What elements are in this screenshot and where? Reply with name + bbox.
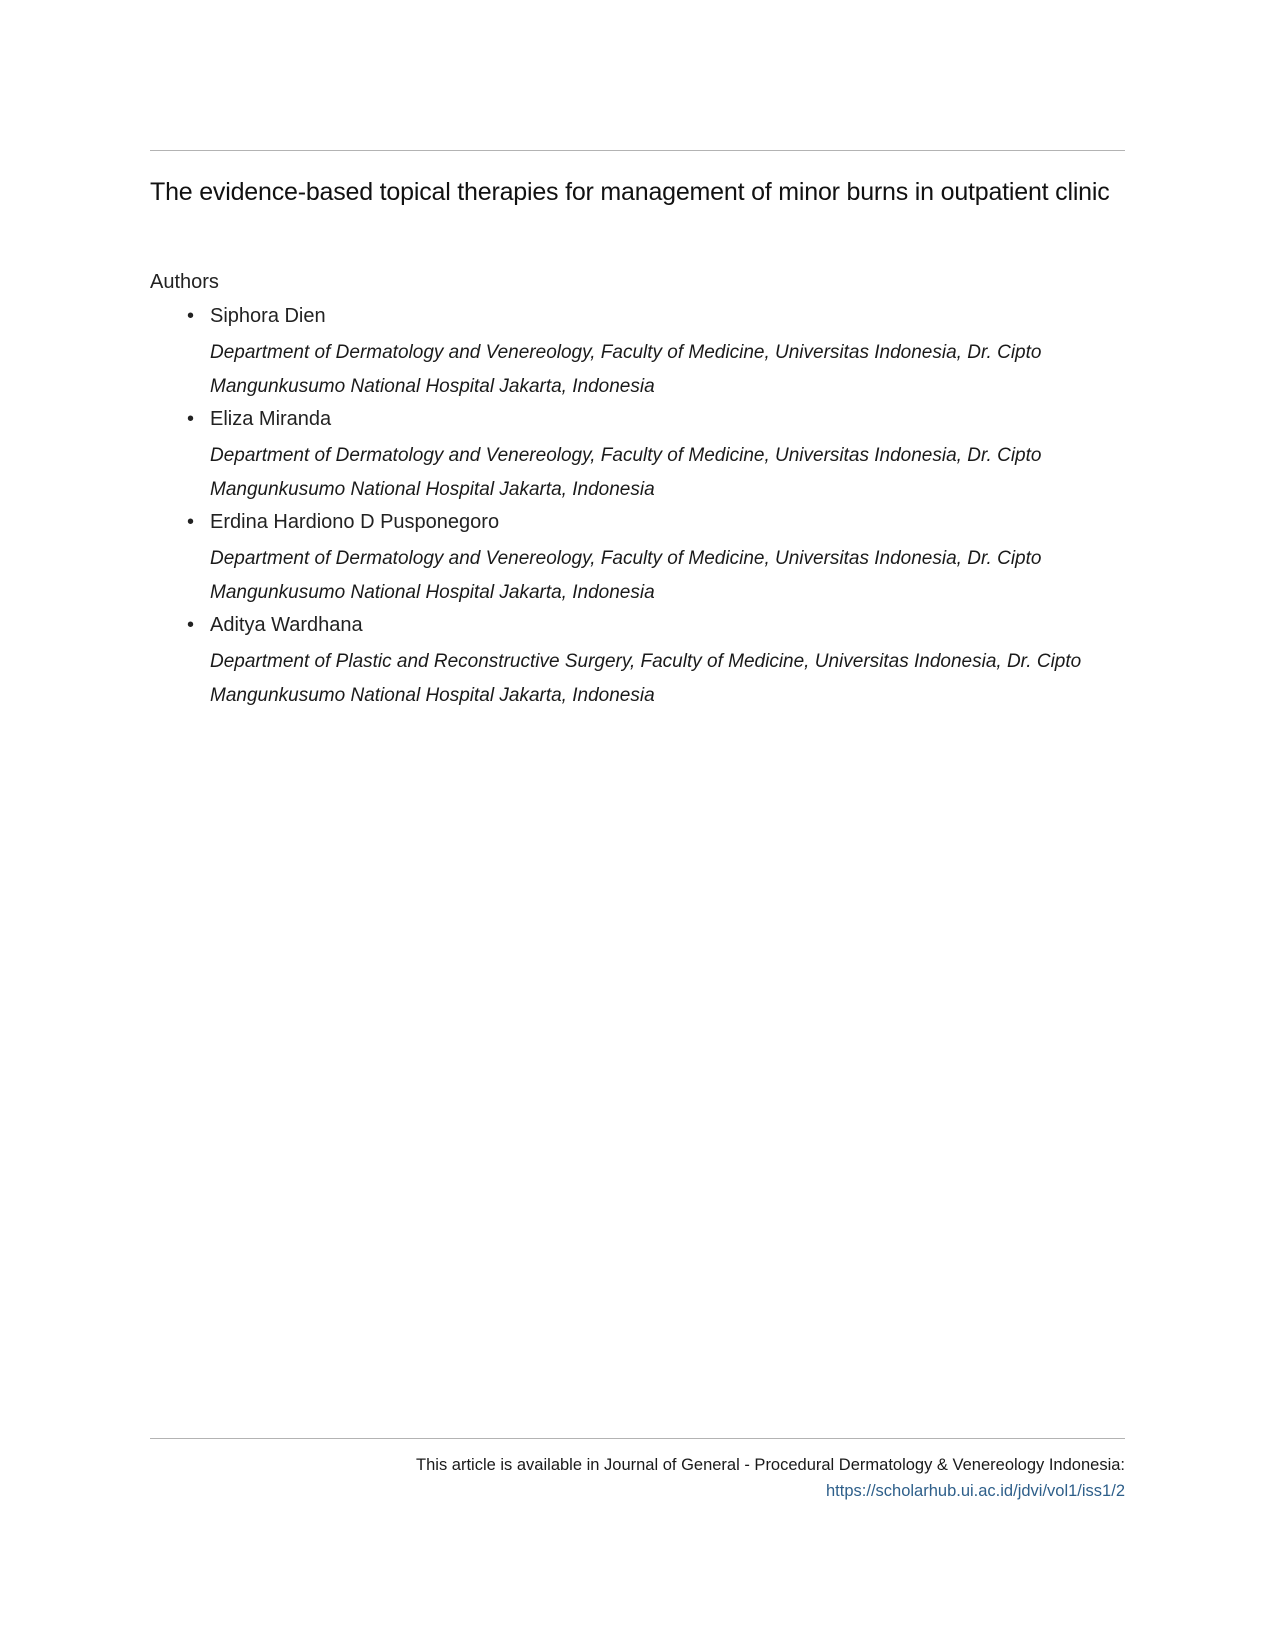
author-item (150, 405, 1125, 508)
author-item (150, 302, 1125, 405)
bullet-icon: • (187, 305, 195, 327)
author-item (150, 611, 1125, 714)
authors-heading: Authors (150, 271, 219, 293)
top-divider (150, 150, 1125, 151)
footer (150, 1452, 1125, 1504)
author-name: Siphora Dien (210, 305, 326, 327)
bullet-icon: • (187, 408, 195, 430)
bottom-divider (150, 1438, 1125, 1439)
author-name: Erdina Hardiono D Pusponegoro (210, 511, 500, 533)
author-list (150, 302, 1125, 714)
author-name: Eliza Miranda (210, 408, 332, 430)
bullet-icon: • (187, 511, 195, 533)
author-affiliation: Department of Dermatology and Venereology, Faculty of Medicine, Universitas Indonesia, Dr. Cipto Mangunkusumo National Hospital Jakarta, Indonesia (210, 342, 1042, 397)
bullet-icon: • (187, 614, 195, 636)
article-link[interactable]: https://scholarhub.ui.ac.id/jdvi/vol1/iss1/2 (826, 1482, 1125, 1500)
author-item (150, 508, 1125, 611)
article-title: The evidence-based topical therapies for management of minor burns in outpatient clinic (150, 178, 1110, 206)
author-affiliation: Department of Dermatology and Venereology, Faculty of Medicine, Universitas Indonesia, Dr. Cipto Mangunkusumo National Hospital Jakarta, Indonesia (210, 548, 1042, 603)
author-affiliation: Department of Plastic and Reconstructive Surgery, Faculty of Medicine, Universitas Indonesia, Dr. Cipto Mangunkusumo National Hospital Jakarta, Indonesia (210, 651, 1082, 706)
availability-text: This article is available in Journal of General - Procedural Dermatology & Venereology Indonesia: (416, 1456, 1125, 1474)
author-affiliation: Department of Dermatology and Venereology, Faculty of Medicine, Universitas Indonesia, Dr. Cipto Mangunkusumo National Hospital Jakarta, Indonesia (210, 445, 1042, 500)
author-name: Aditya Wardhana (210, 614, 363, 636)
